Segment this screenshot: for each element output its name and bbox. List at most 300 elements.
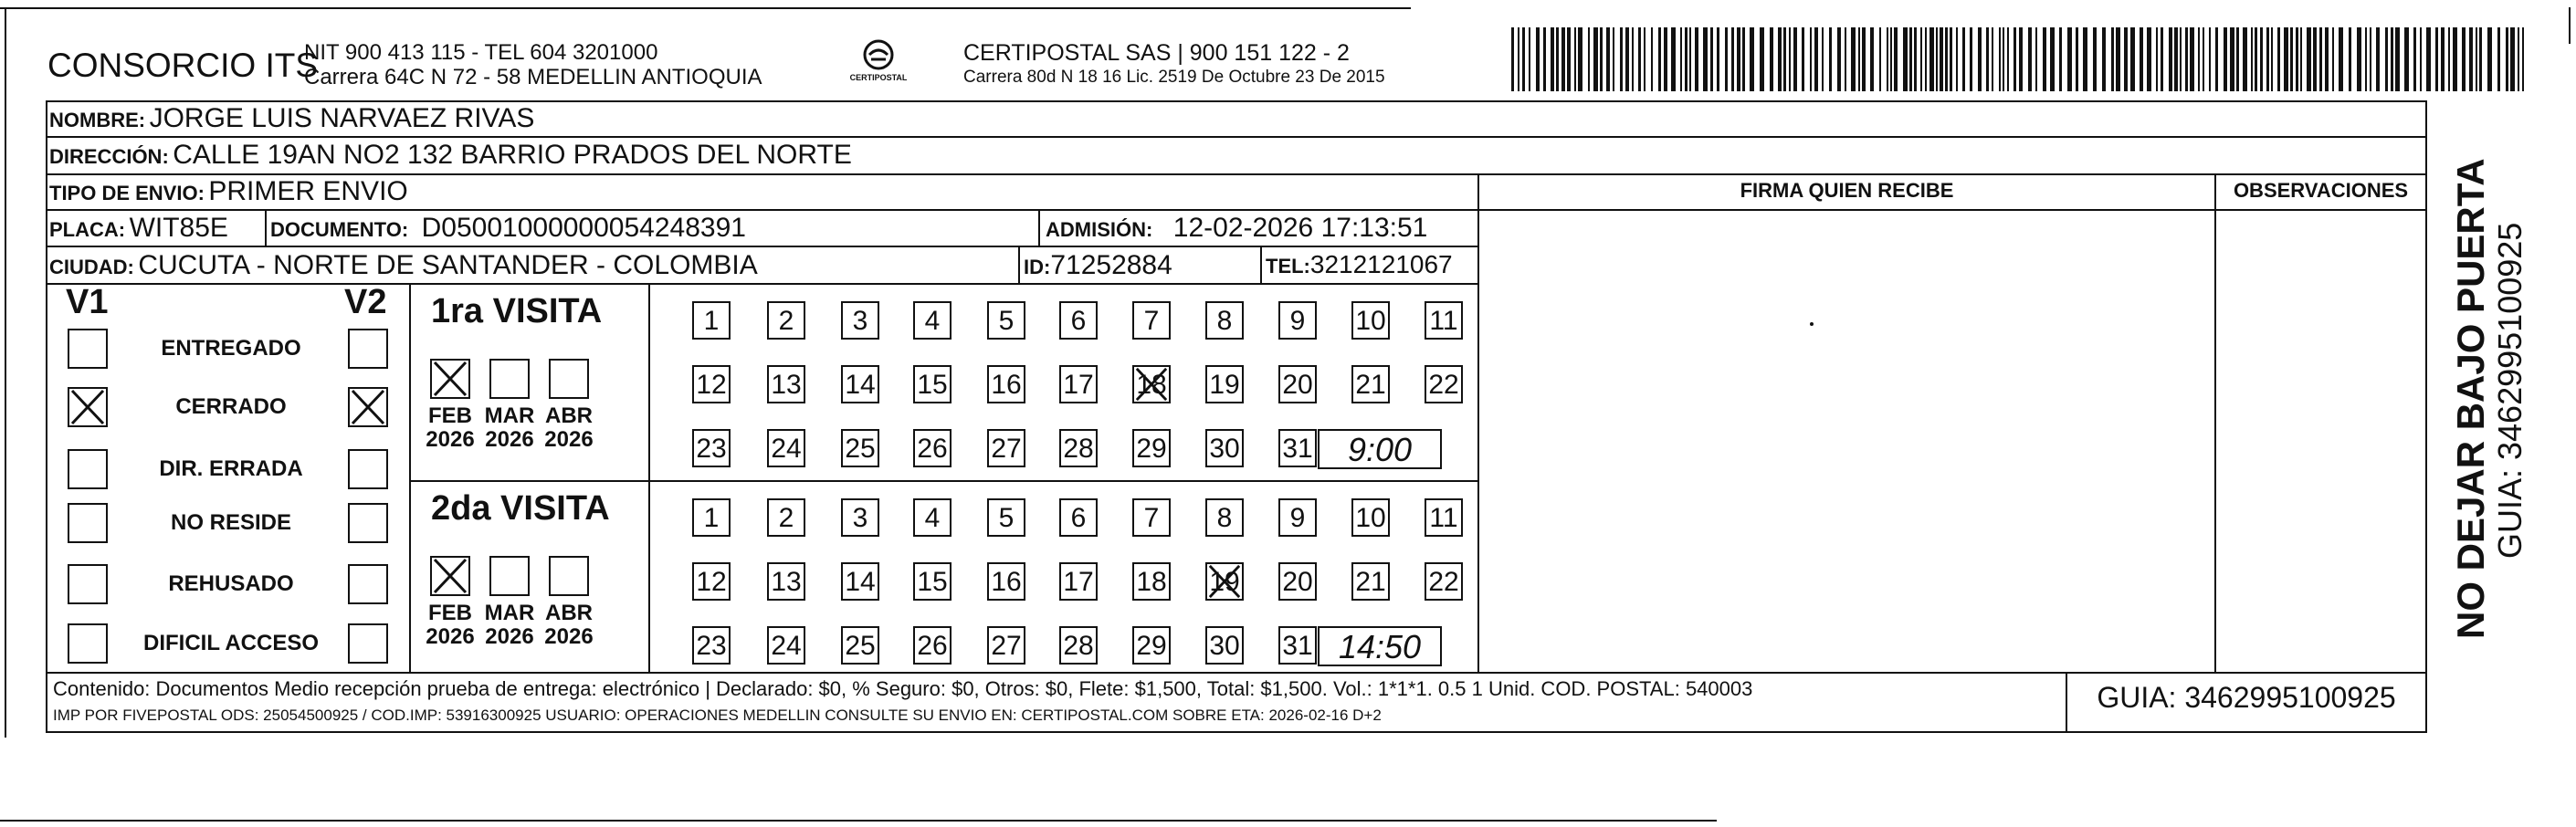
barcode-bar <box>1620 27 1623 91</box>
barcode-bar <box>2497 27 2500 91</box>
barcode-bar <box>2130 27 2135 91</box>
barcode-bar <box>2277 27 2280 91</box>
barcode <box>1511 27 2534 91</box>
barcode-bar <box>1695 27 1698 91</box>
status-label: NO RESIDE <box>170 510 292 535</box>
day-box[interactable]: 28 <box>1059 626 1098 665</box>
company-address: Carrera 64C N 72 - 58 MEDELLIN ANTIOQUIA <box>304 65 762 89</box>
barcode-bar <box>2174 27 2178 91</box>
day-box[interactable]: 25 <box>841 429 879 467</box>
barcode-bar <box>2349 27 2351 91</box>
address-label: DIRECCIÓN: <box>49 145 169 168</box>
barcode-bar <box>1879 27 1881 91</box>
barcode-bar <box>2339 27 2343 91</box>
barcode-bar <box>1845 27 1846 91</box>
day-box[interactable]: 24 <box>767 429 805 467</box>
id-field <box>1024 250 1172 281</box>
barcode-bar <box>2156 27 2158 91</box>
barcode-bar <box>2116 27 2120 91</box>
v2-checkbox[interactable] <box>348 503 388 543</box>
month-name: FEB <box>428 403 472 428</box>
barcode-bar <box>1837 27 1841 91</box>
tel-label: TEL: <box>1266 255 1310 277</box>
barcode-bar <box>2487 27 2492 91</box>
certipostal-name: CERTIPOSTAL SAS | 900 151 122 - 2 <box>963 40 1350 66</box>
barcode-bar <box>2506 27 2508 91</box>
day-box[interactable]: 9 <box>1278 498 1317 537</box>
month-year: 2026 <box>485 624 534 649</box>
barcode-bar <box>2203 27 2204 91</box>
day-box[interactable]: 15 <box>913 365 952 403</box>
day-box[interactable]: 26 <box>913 626 952 665</box>
day-box[interactable]: 9 <box>1278 301 1317 340</box>
city-label: CIUDAD: <box>49 256 134 278</box>
barcode-bar <box>1664 27 1667 91</box>
barcode-bar <box>1770 27 1773 91</box>
month-label <box>537 404 601 452</box>
form-left <box>46 100 47 733</box>
barcode-bar <box>1644 27 1645 91</box>
barcode-bar <box>1632 27 1634 91</box>
day-box[interactable]: 12 <box>692 562 731 601</box>
barcode-bar <box>1578 27 1582 91</box>
barcode-bar <box>2300 27 2302 91</box>
day-box[interactable]: 26 <box>913 429 952 467</box>
day-box[interactable]: 20 <box>1278 365 1317 403</box>
barcode-bar <box>1978 27 1982 91</box>
barcode-bar <box>1529 27 1530 91</box>
month-name: MAR <box>484 601 535 625</box>
day-box[interactable]: 30 <box>1205 429 1244 467</box>
barcode-bar <box>2284 27 2288 91</box>
barcode-bar <box>2357 27 2361 91</box>
company-name: CONSORCIO ITS <box>47 47 319 84</box>
barcode-bar <box>2296 27 2298 91</box>
visit-time: 14:50 <box>1318 626 1442 666</box>
day-box[interactable]: 1 <box>692 498 731 537</box>
barcode-bar <box>1793 27 1797 91</box>
barcode-bar <box>2124 27 2128 91</box>
barcode-bar <box>1567 27 1571 91</box>
barcode-bar <box>1638 27 1641 91</box>
visit-title: 2da VISITA <box>431 489 610 528</box>
barcode-bar <box>1518 27 1519 91</box>
barcode-bar <box>1936 27 1938 91</box>
month-year: 2026 <box>544 427 594 452</box>
admission-field <box>1046 213 1427 244</box>
barcode-bar <box>2319 27 2322 91</box>
barcode-bar <box>2266 27 2269 91</box>
visit-title: 1ra VISITA <box>431 292 603 330</box>
day-box[interactable]: 24 <box>767 626 805 665</box>
footer-guide: GUIA: 3462995100925 <box>2097 681 2396 714</box>
day-box[interactable]: 19 <box>1205 365 1244 403</box>
barcode-bar <box>2413 27 2416 91</box>
day-box[interactable]: 12 <box>692 365 731 403</box>
barcode-bar <box>2469 27 2473 91</box>
day-box[interactable]: 19 <box>1205 562 1244 601</box>
v2-checkbox[interactable] <box>348 564 388 604</box>
v2-checkbox[interactable] <box>348 329 388 369</box>
day-box[interactable]: 2 <box>767 498 805 537</box>
month-check-mark-icon <box>432 558 468 594</box>
barcode-bar <box>2453 27 2457 91</box>
bottom-rule <box>0 820 1717 822</box>
barcode-bar <box>1914 27 1917 91</box>
footer-imp: IMP POR FIVEPOSTAL ODS: 25054500925 / COD.IMP: 53916300925 USUARIO: OPERACIONES MEDELLIN CONSULTE SU ENVIO EN: CERTIPOSTAL.COM SOBRE ETA: 2026-02-16 D+2 <box>53 707 1382 724</box>
barcode-bar <box>2035 27 2037 91</box>
day-box[interactable]: 7 <box>1132 498 1171 537</box>
day-box[interactable]: 5 <box>987 301 1025 340</box>
day-check-mark-icon <box>1134 367 1169 402</box>
status-label: CERRADO <box>175 394 287 419</box>
barcode-bar <box>1588 27 1590 91</box>
barcode-bar <box>2083 27 2087 91</box>
day-box[interactable]: 23 <box>692 429 731 467</box>
barcode-bar <box>1725 27 1728 91</box>
barcode-bar <box>2376 27 2380 91</box>
plate-label: PLACA: <box>49 218 126 241</box>
id-label: ID: <box>1024 256 1051 278</box>
day-box[interactable]: 2 <box>767 301 805 340</box>
barcode-bar <box>1561 27 1565 91</box>
status-label: DIFICIL ACCESO <box>142 631 319 655</box>
barcode-bar <box>1858 27 1860 91</box>
barcode-bar <box>2307 27 2311 91</box>
logo-text: CERTIPOSTAL <box>849 73 908 82</box>
barcode-bar <box>2140 27 2143 91</box>
barcode-bar <box>2332 27 2334 91</box>
barcode-bar <box>2067 27 2072 91</box>
day-box[interactable]: 22 <box>1425 562 1463 601</box>
barcode-bar <box>1522 27 1525 91</box>
day-box[interactable]: 3 <box>841 301 879 340</box>
barcode-bar <box>2043 27 2046 91</box>
barcode-bar <box>1929 27 1934 91</box>
id-value: 71252884 <box>1050 250 1172 280</box>
day-box[interactable]: 15 <box>913 562 952 601</box>
shipment-label: TIPO DE ENVIO: <box>49 182 205 204</box>
barcode-bar <box>1543 27 1546 91</box>
recipient-name: JORGE LUIS NARVAEZ RIVAS <box>149 103 535 133</box>
tel-value: 3212121067 <box>1309 250 1453 278</box>
barcode-bar <box>2102 27 2106 91</box>
month-check-mark-icon <box>432 361 468 397</box>
barcode-bar <box>2028 27 2032 91</box>
form-right <box>2425 100 2427 733</box>
recipient-name-row <box>49 103 534 134</box>
barcode-bar <box>2243 27 2247 91</box>
barcode-bar <box>1962 27 1965 91</box>
day-box[interactable]: 17 <box>1059 365 1098 403</box>
barcode-bar <box>1829 27 1832 91</box>
barcode-bar <box>2365 27 2367 91</box>
certipostal-address: Carrera 80d N 18 16 Lic. 2519 De Octubre 23 De 2015 <box>963 68 1385 87</box>
day-box[interactable]: 22 <box>1425 365 1463 403</box>
v1-checkbox[interactable] <box>68 623 108 664</box>
v1-label: V1 <box>66 283 109 321</box>
day-box[interactable]: 10 <box>1351 498 1390 537</box>
day-box[interactable]: 8 <box>1205 498 1244 537</box>
day-box[interactable]: 21 <box>1351 365 1390 403</box>
day-box[interactable]: 21 <box>1351 562 1390 601</box>
barcode-bar <box>1894 27 1898 91</box>
v2-check-mark-icon <box>350 389 386 425</box>
barcode-bar <box>2462 27 2466 91</box>
day-box[interactable]: 16 <box>987 365 1025 403</box>
day-box[interactable]: 28 <box>1059 429 1098 467</box>
recipient-address-row <box>49 140 852 171</box>
city-field <box>49 250 758 281</box>
barcode-bar <box>2260 27 2263 91</box>
barcode-bar <box>1814 27 1818 91</box>
day-box[interactable]: 30 <box>1205 626 1244 665</box>
day-box[interactable]: 1 <box>692 301 731 340</box>
barcode-bar <box>1680 27 1682 91</box>
day-box[interactable]: 18 <box>1132 562 1171 601</box>
barcode-bar <box>1556 27 1559 91</box>
barcode-bar <box>2161 27 2163 91</box>
day-box[interactable]: 17 <box>1059 562 1098 601</box>
barcode-bar <box>1992 27 1993 91</box>
month-label <box>478 404 541 452</box>
day-box[interactable]: 6 <box>1059 498 1098 537</box>
barcode-bar <box>1903 27 1908 91</box>
day-box[interactable]: 3 <box>841 498 879 537</box>
barcode-bar <box>1742 27 1745 91</box>
barcode-bar <box>2003 27 2004 91</box>
barcode-bar <box>1789 27 1791 91</box>
barcode-bar <box>2007 27 2009 91</box>
barcode-bar <box>2290 27 2293 91</box>
day-box[interactable]: 29 <box>1132 429 1171 467</box>
barcode-bar <box>2198 27 2200 91</box>
month-label <box>418 404 482 452</box>
signature-mark <box>1810 322 1814 326</box>
month-checkbox[interactable] <box>549 359 589 399</box>
barcode-bar <box>1890 27 1892 91</box>
visit-time: 9:00 <box>1318 429 1442 469</box>
day-box[interactable]: 6 <box>1059 301 1098 340</box>
form-top <box>46 100 2427 102</box>
barcode-bar <box>1862 27 1866 91</box>
barcode-bar <box>2385 27 2388 91</box>
barcode-bar <box>2019 27 2023 91</box>
day-box[interactable]: 25 <box>841 626 879 665</box>
recipient-address: CALLE 19AN NO2 132 BARRIO PRADOS DEL NORTE <box>173 140 852 170</box>
day-box[interactable]: 27 <box>987 429 1025 467</box>
month-label <box>418 602 482 649</box>
month-name: ABR <box>545 403 593 428</box>
day-box[interactable]: 11 <box>1425 301 1463 340</box>
barcode-bar <box>2059 27 2062 91</box>
barcode-bar <box>2190 27 2194 91</box>
month-checkbox[interactable] <box>430 359 470 399</box>
shipment-row <box>49 176 408 207</box>
barcode-bar <box>2050 27 2055 91</box>
barcode-bar <box>2230 27 2234 91</box>
admission-value: 12-02-2026 17:13:51 <box>1172 213 1428 243</box>
barcode-bar <box>1956 27 1958 91</box>
day-box[interactable]: 5 <box>987 498 1025 537</box>
month-year: 2026 <box>426 427 475 452</box>
barcode-bar <box>2255 27 2257 91</box>
barcode-bar <box>2313 27 2317 91</box>
month-name: ABR <box>545 601 593 625</box>
day-box[interactable]: 20 <box>1278 562 1317 601</box>
barcode-bar <box>1909 27 1912 91</box>
barcode-bar <box>2271 27 2273 91</box>
barcode-bar <box>1737 27 1740 91</box>
day-box[interactable]: 31 <box>1278 626 1317 665</box>
name-label: NOMBRE: <box>49 109 146 131</box>
barcode-bar <box>2093 27 2097 91</box>
day-box[interactable]: 14 <box>841 562 879 601</box>
barcode-bar <box>1600 27 1603 91</box>
barcode-bar <box>2518 27 2519 91</box>
barcode-bar <box>2147 27 2151 91</box>
plate-field <box>49 213 228 244</box>
v2-checkbox[interactable] <box>348 449 388 489</box>
barcode-bar <box>2476 27 2477 91</box>
day-box[interactable]: 13 <box>767 365 805 403</box>
status-label: ENTREGADO <box>161 336 301 361</box>
v2-checkbox[interactable] <box>348 623 388 664</box>
barcode-bar <box>1986 27 1989 91</box>
barcode-bar <box>1887 27 1888 91</box>
barcode-bar <box>2180 27 2182 91</box>
barcode-bar <box>1731 27 1734 91</box>
top-rule <box>0 7 1411 9</box>
document-field <box>270 213 746 244</box>
barcode-bar <box>1920 27 1922 91</box>
barcode-bar <box>1613 27 1614 91</box>
month-year: 2026 <box>426 624 475 649</box>
day-box[interactable]: 13 <box>767 562 805 601</box>
barcode-bar <box>1760 27 1764 91</box>
month-checkbox[interactable] <box>430 556 470 596</box>
v1-checkbox[interactable] <box>68 564 108 604</box>
day-box[interactable]: 4 <box>913 301 952 340</box>
barcode-bar <box>2215 27 2218 91</box>
barcode-bar <box>1783 27 1786 91</box>
observations-header: OBSERVACIONES <box>2233 179 2409 202</box>
barcode-bar <box>1689 27 1691 91</box>
day-box[interactable]: 27 <box>987 626 1025 665</box>
barcode-bar <box>2325 27 2329 91</box>
barcode-bar <box>2185 27 2188 91</box>
day-box[interactable]: 23 <box>692 626 731 665</box>
barcode-bar <box>1999 27 2001 91</box>
document-label: DOCUMENTO: <box>270 218 409 241</box>
barcode-bar <box>2479 27 2482 91</box>
barcode-bar <box>2111 27 2114 91</box>
v1-checkbox[interactable] <box>68 329 108 369</box>
barcode-bar <box>1945 27 1948 91</box>
month-label <box>537 602 601 649</box>
barcode-bar <box>1810 27 1812 91</box>
barcode-bar <box>1750 27 1754 91</box>
v1-checkbox[interactable] <box>68 449 108 489</box>
status-label: REHUSADO <box>168 571 294 596</box>
admission-label: ADMISIÓN: <box>1046 218 1153 241</box>
barcode-bar <box>1710 27 1713 91</box>
signature-header: FIRMA QUIEN RECIBE <box>1740 179 1954 202</box>
barcode-bar <box>1658 27 1661 91</box>
footer-contents: Contenido: Documentos Medio recepción prueba de entrega: electrónico | Declarado: $0, % Seguro: $0, Otros: $0, Flete: $1,500, Total: $1,500. Vol.: 1*1*1. 0.5 1 Unid. COD. POSTAL: 540003 <box>53 677 1753 700</box>
barcode-bar <box>1671 27 1676 91</box>
month-label <box>478 602 541 649</box>
day-box[interactable]: 4 <box>913 498 952 537</box>
v1-checkbox[interactable] <box>68 387 108 427</box>
day-box[interactable]: 29 <box>1132 626 1171 665</box>
v1-check-mark-icon <box>69 389 106 425</box>
barcode-bar <box>1651 27 1653 91</box>
barcode-bar <box>2209 27 2211 91</box>
status-label: DIR. ERRADA <box>159 456 303 481</box>
month-name: MAR <box>484 403 535 428</box>
barcode-bar <box>2426 27 2431 91</box>
barcode-bar <box>2420 27 2422 91</box>
month-name: FEB <box>428 601 472 625</box>
month-year: 2026 <box>485 427 534 452</box>
v2-label: V2 <box>344 283 387 321</box>
barcode-bar <box>1703 27 1708 91</box>
day-box[interactable]: 8 <box>1205 301 1244 340</box>
day-box[interactable]: 7 <box>1132 301 1171 340</box>
barcode-bar <box>1593 27 1598 91</box>
barcode-bar <box>2404 27 2409 91</box>
form-bottom <box>46 731 2427 733</box>
tel-field <box>1266 250 1453 279</box>
month-checkbox[interactable] <box>489 556 530 596</box>
month-checkbox[interactable] <box>549 556 589 596</box>
barcode-bar <box>2510 27 2515 91</box>
barcode-bar <box>1536 27 1540 91</box>
day-box[interactable]: 10 <box>1351 301 1390 340</box>
right-rule <box>2569 7 2571 44</box>
v2-checkbox[interactable] <box>348 387 388 427</box>
certipostal-logo-icon <box>833 35 924 91</box>
barcode-bar <box>1511 27 1514 91</box>
barcode-bar <box>1851 27 1856 91</box>
day-box[interactable]: 11 <box>1425 498 1463 537</box>
barcode-bar <box>2448 27 2450 91</box>
barcode-bar <box>2391 27 2393 91</box>
barcode-bar <box>1717 27 1719 91</box>
barcode-bar <box>1606 27 1610 91</box>
day-box[interactable]: 14 <box>841 365 879 403</box>
day-check-mark-icon <box>1207 564 1242 599</box>
barcode-bar <box>1778 27 1782 91</box>
month-year: 2026 <box>544 624 594 649</box>
side-guide: GUIA: 3462995100925 <box>2491 222 2529 559</box>
barcode-bar <box>2169 27 2172 91</box>
barcode-bar <box>1970 27 1972 91</box>
v1-checkbox[interactable] <box>68 503 108 543</box>
certipostal-logo <box>833 35 924 91</box>
barcode-bar <box>1685 27 1688 91</box>
barcode-bar <box>2251 27 2253 91</box>
barcode-bar <box>2395 27 2400 91</box>
left-rule <box>5 7 6 738</box>
day-box[interactable]: 16 <box>987 562 1025 601</box>
month-checkbox[interactable] <box>489 359 530 399</box>
day-box[interactable]: 31 <box>1278 429 1317 467</box>
side-warning: NO DEJAR BAJO PUERTA <box>2449 158 2492 639</box>
barcode-bar <box>2076 27 2078 91</box>
day-box[interactable]: 18 <box>1132 365 1171 403</box>
